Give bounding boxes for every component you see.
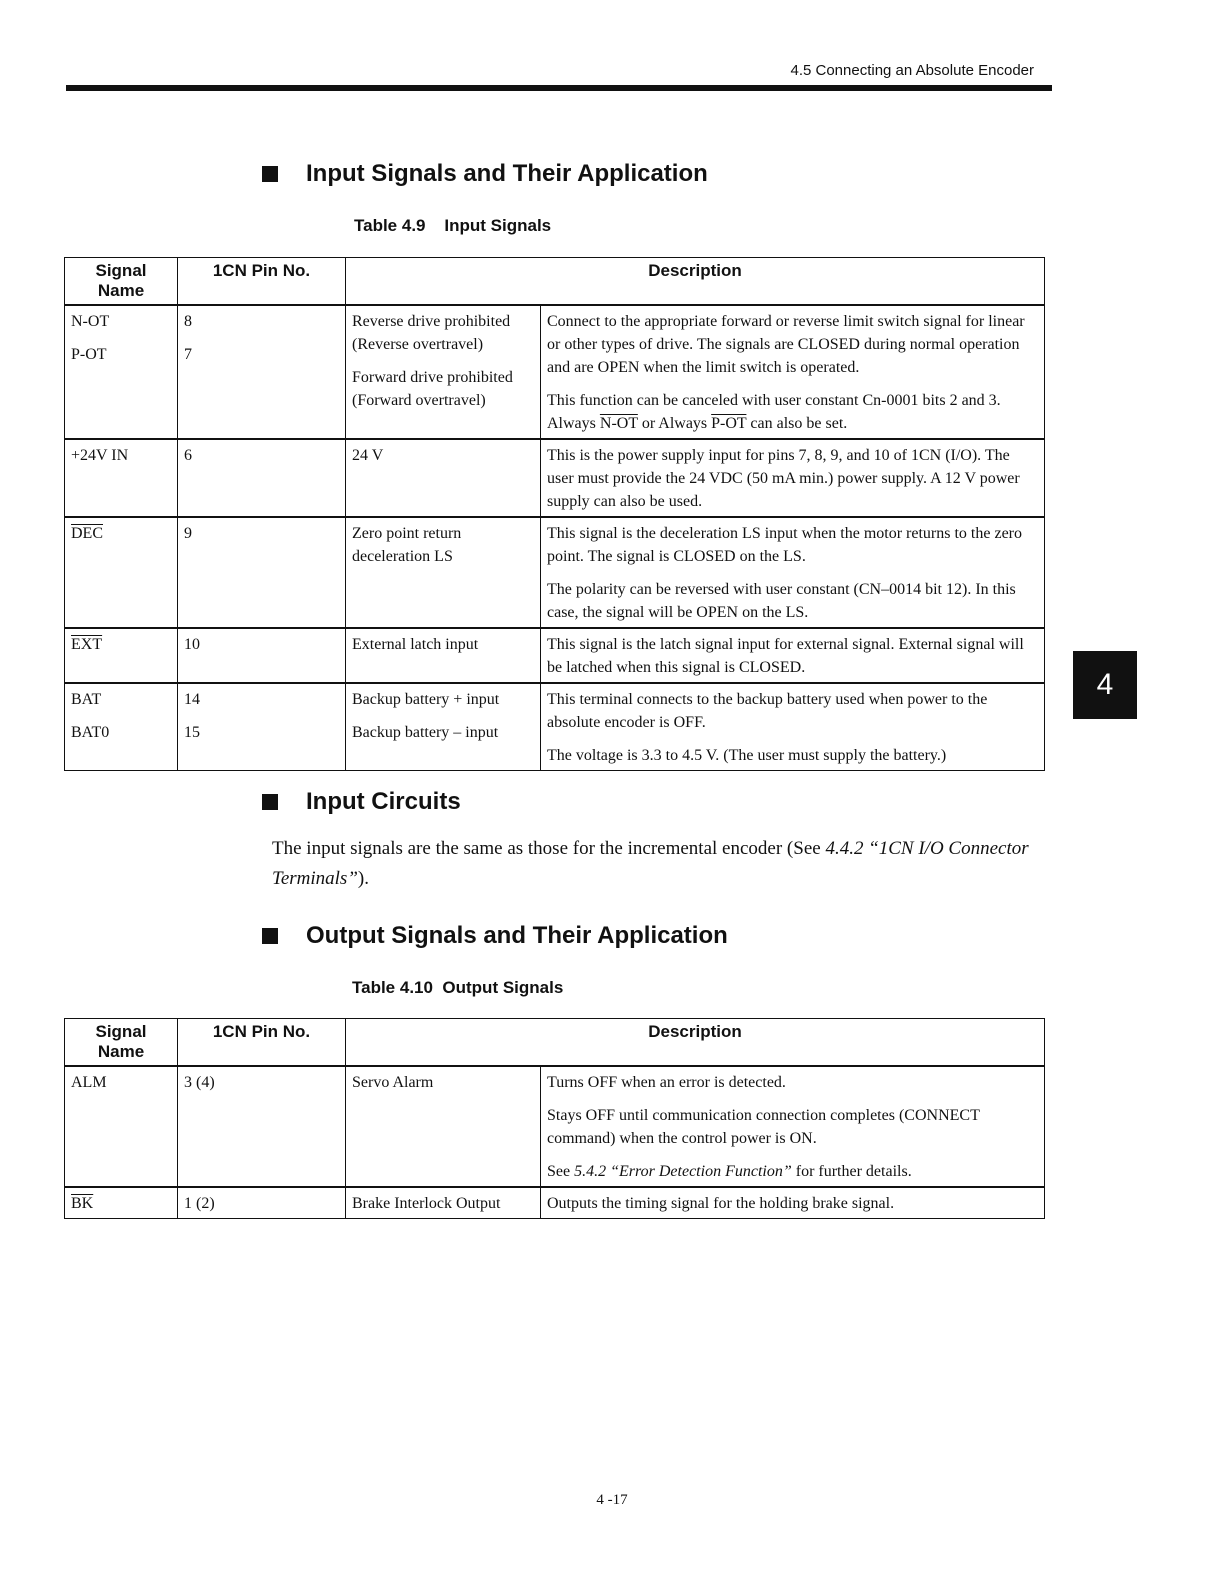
table-caption-text: Output Signals: [442, 978, 564, 997]
table-row: [65, 1187, 1045, 1219]
table-caption-text: Input Signals: [444, 216, 552, 235]
table-row: [65, 517, 1045, 628]
description-text: Stays OFF until communication connection completes (CONNECT command) when the control power is ON.: [547, 1107, 980, 1147]
description-text: The polarity can be reversed with user constant (CN–0014 bit 12). In this case, the signal will be OPEN on the LS.: [547, 581, 1016, 621]
header-pin-no: 1CN Pin No.: [178, 1019, 346, 1067]
signal-name: BAT: [71, 691, 102, 708]
running-header: 4.5 Connecting an Absolute Encoder: [790, 62, 1034, 79]
section-heading-text: Input Signals and Their Application: [306, 160, 708, 187]
pin-cell: 3 (4): [178, 1066, 346, 1187]
table-caption-output-signals: [352, 978, 563, 998]
pin-cell: 10: [178, 628, 346, 683]
signal-name: $\overline{BK}$: [71, 1195, 94, 1212]
chapter-tab-marker: 4: [1073, 651, 1137, 719]
description-cell: Outputs the timing signal for the holding brake signal.: [541, 1187, 1045, 1219]
square-bullet-icon: [262, 794, 278, 810]
header-signal-name: Signal Name: [65, 1019, 178, 1067]
description-text: The voltage is 3.3 to 4.5 V. (The user must supply the battery.): [547, 747, 947, 764]
function-text: Backup battery + input: [352, 691, 500, 708]
function-cell: Servo Alarm: [346, 1066, 541, 1187]
table-header-row: [65, 258, 1045, 306]
signal-cell: ALM: [65, 1066, 178, 1187]
input-signals-table: [64, 257, 1045, 771]
header-signal-name: Signal Name: [65, 258, 178, 306]
cross-reference: 5.4.2 “Error Detection Function”: [574, 1163, 792, 1180]
signal-name: $\overline{DEC}$: [71, 525, 103, 542]
pin-number: 8: [184, 313, 192, 330]
table-header-row: [65, 1019, 1045, 1067]
pin-number: 15: [184, 724, 200, 741]
description-cell: [541, 305, 1045, 439]
table-row: [65, 439, 1045, 517]
description-text: This terminal connects to the backup battery used when power to the absolute encoder is OFF.: [547, 691, 988, 731]
signal-name: N-OT: [71, 313, 110, 330]
input-circuits-paragraph: The input signals are the same as those for the incremental encoder (See 4.4.2 “1CN I/O Connector Terminals”).: [272, 838, 1029, 889]
header-description: Description: [346, 258, 1045, 306]
signal-name: P-OT: [71, 346, 107, 363]
signal-name: $\overline{EXT}$: [71, 636, 103, 653]
table-caption-label: Table 4.10: [352, 978, 433, 997]
function-cell: 24 V: [346, 439, 541, 517]
description-cell: [541, 683, 1045, 771]
page-number: 4 -17: [596, 1492, 628, 1508]
signal-cell: +24V IN: [65, 439, 178, 517]
pin-cell: 1 (2): [178, 1187, 346, 1219]
header-pin-no: 1CN Pin No.: [178, 258, 346, 306]
description-text: Turns OFF when an error is detected.: [547, 1074, 786, 1091]
section-heading-text: Input Circuits: [306, 788, 461, 815]
function-text: Forward drive prohibited (Forward overtravel): [352, 369, 513, 409]
signal-cell: [65, 1187, 178, 1219]
cross-reference: 4.4.2 “1CN I/O Connector Terminals”: [272, 838, 1029, 889]
table-row: [65, 683, 1045, 771]
description-cell: [541, 1066, 1045, 1187]
signal-name: BAT0: [71, 724, 110, 741]
section-heading-input-circuits: [262, 788, 461, 816]
pin-cell: 9: [178, 517, 346, 628]
output-signals-table: [64, 1018, 1045, 1219]
function-cell: [346, 305, 541, 439]
pin-cell: [178, 305, 346, 439]
signal-cell: [65, 517, 178, 628]
signal-cell: [65, 305, 178, 439]
section-heading-input-signals: [262, 160, 708, 188]
description-text: This function can be canceled with user constant Cn-0001 bits 2 and 3. Always N-OT or Always P-OT can also be set.: [547, 392, 1001, 432]
header-description: Description: [346, 1019, 1045, 1067]
pin-number: 7: [184, 346, 192, 363]
section-heading-text: Output Signals and Their Application: [306, 922, 728, 949]
pin-cell: 6: [178, 439, 346, 517]
description-cell: This is the power supply input for pins 7, 8, 9, and 10 of 1CN (I/O). The user must provide the 24 VDC (50 mA min.) power supply. A 12 V power supply can also be used.: [541, 439, 1045, 517]
pin-number: 14: [184, 691, 200, 708]
function-text: Backup battery – input: [352, 724, 499, 741]
function-cell: [346, 683, 541, 771]
table-caption-label: Table 4.9: [354, 216, 426, 235]
table-row: [65, 628, 1045, 683]
square-bullet-icon: [262, 166, 278, 182]
description-cell: This signal is the latch signal input for external signal. External signal will be latched when this signal is CLOSED.: [541, 628, 1045, 683]
square-bullet-icon: [262, 928, 278, 944]
function-cell: External latch input: [346, 628, 541, 683]
signal-cell: [65, 628, 178, 683]
table-row: [65, 1066, 1045, 1187]
function-cell: Brake Interlock Output: [346, 1187, 541, 1219]
function-cell: Zero point return deceleration LS: [346, 517, 541, 628]
description-text: Connect to the appropriate forward or reverse limit switch signal for linear or other types of drive. The signals are CLOSED during normal operation and are OPEN when the limit switch is operated.: [547, 313, 1025, 376]
section-heading-output-signals: [262, 922, 728, 950]
table-caption-input-signals: [354, 216, 551, 236]
function-text: Reverse drive prohibited (Reverse overtravel): [352, 313, 511, 353]
description-text: This signal is the deceleration LS input when the motor returns to the zero point. The signal is CLOSED on the LS.: [547, 525, 1022, 565]
header-rule: [66, 85, 1052, 91]
description-text: See 5.4.2 “Error Detection Function” for further details.: [547, 1163, 912, 1180]
description-cell: [541, 517, 1045, 628]
table-row: [65, 305, 1045, 439]
signal-cell: [65, 683, 178, 771]
pin-cell: [178, 683, 346, 771]
